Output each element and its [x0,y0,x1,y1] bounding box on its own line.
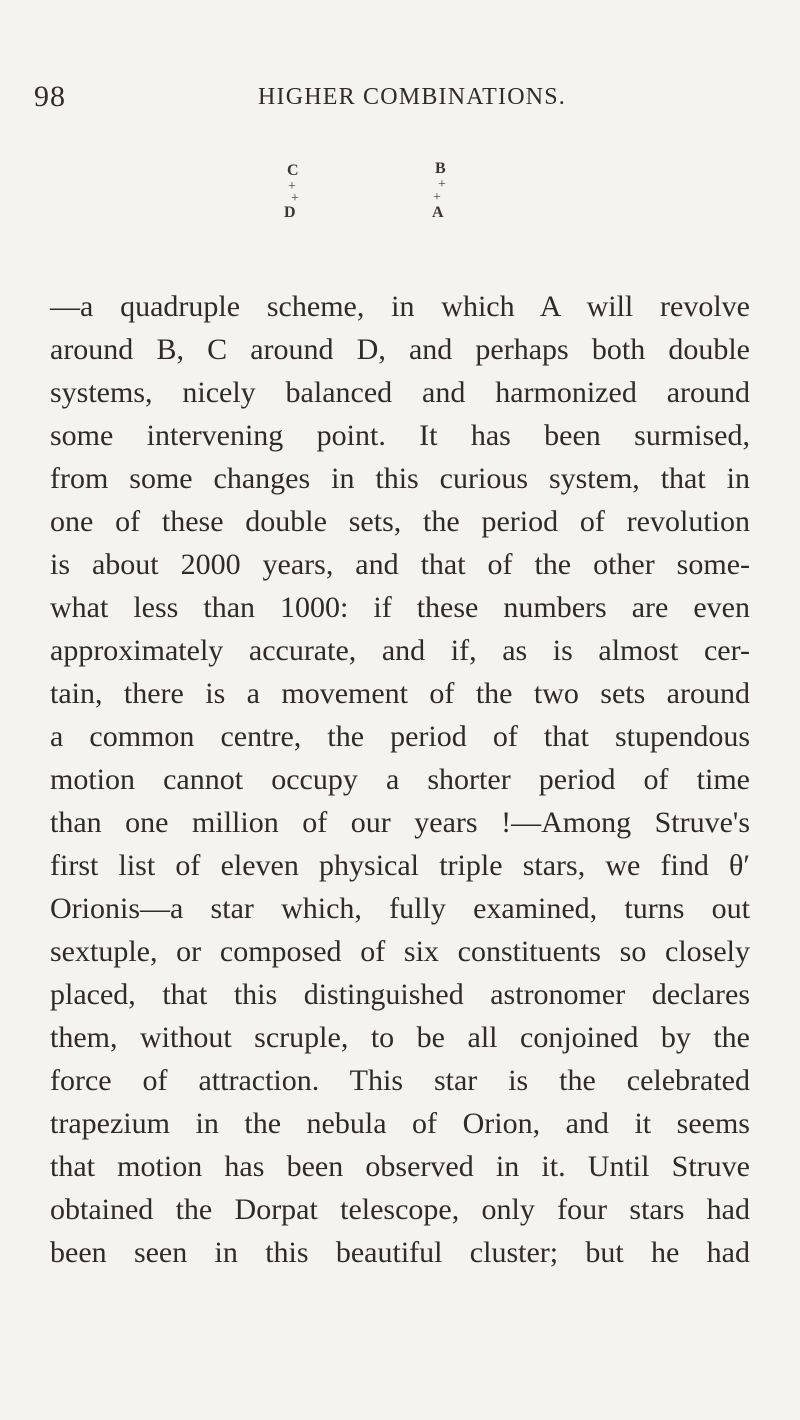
label-a: A [432,204,444,221]
text-line: tain, there is a movement of the two sets around [50,677,750,710]
page-number: 98 [34,80,66,113]
running-title: HIGHER COMBINATIONS. [258,84,567,110]
text-line: than one million of our years !—Among Struve's [50,806,750,839]
text-line: what less than 1000: if these numbers are even [50,591,750,624]
text-line: around B, C around D, and perhaps both double [50,333,750,366]
star-diagram [0,0,800,300]
text-line: one of these double sets, the period of revolution [50,505,750,538]
text-line: is about 2000 years, and that of the other some- [50,548,750,581]
text-line: first list of eleven physical triple stars, we find θ′ [50,849,750,882]
text-line: placed, that this distinguished astronomer declares [50,978,750,1011]
text-line: systems, nicely balanced and harmonized around [50,376,750,409]
body-paragraph [50,285,750,1274]
star-a-mark: + [433,190,441,205]
text-line: obtained the Dorpat telescope, only four stars had [50,1193,750,1226]
text-line: Orionis—a star which, fully examined, turns out [50,892,750,925]
star-b-mark: + [438,177,446,192]
text-line: them, without scruple, to be all conjoined by the [50,1021,750,1054]
text-line: —a quadruple scheme, in which A will revolve [50,290,750,323]
text-line: from some changes in this curious system, that in [50,462,750,495]
text-line: been seen in this beautiful cluster; but he had [50,1236,750,1269]
label-b: B [435,160,446,177]
text-line: force of attraction. This star is the celebrated [50,1064,750,1097]
text-line: that motion has been observed in it. Until Struve [50,1150,750,1183]
text-line: trapezium in the nebula of Orion, and it seems [50,1107,750,1140]
text-line: sextuple, or composed of six constituents so closely [50,935,750,968]
star-d-mark: + [291,191,299,206]
star-c-mark: + [288,179,296,194]
text-line: motion cannot occupy a shorter period of time [50,763,750,796]
text-line: a common centre, the period of that stupendous [50,720,750,753]
label-c: C [287,162,299,179]
text-line: approximately accurate, and if, as is almost cer- [50,634,750,667]
label-d: D [284,204,296,221]
text-line: some intervening point. It has been surmised, [50,419,750,452]
